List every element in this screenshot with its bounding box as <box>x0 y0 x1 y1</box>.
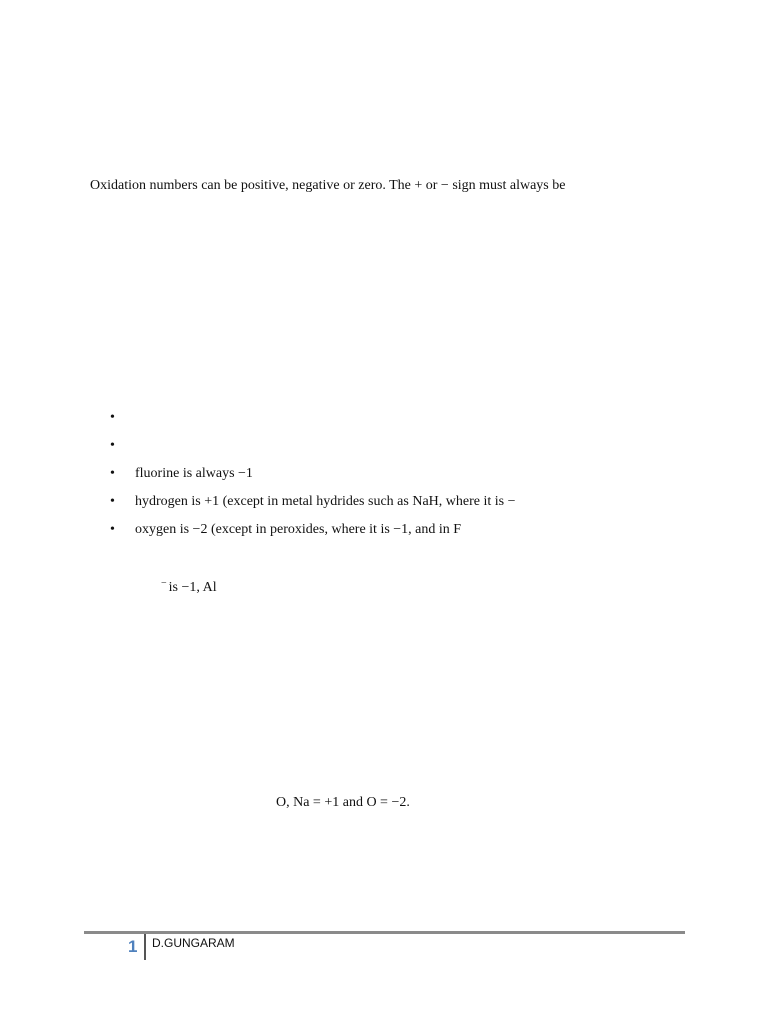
ion-fragment-line <box>161 575 217 597</box>
list-item-text: fluorine is always −1 <box>135 466 253 481</box>
sodium-oxide-fragment: O, Na = +1 and O = −2. <box>276 795 410 810</box>
footer-separator <box>144 934 146 960</box>
bullet-icon: • <box>110 494 115 509</box>
footer-page-number: 1 <box>128 937 138 956</box>
intro-paragraph: Oxidation numbers can be positive, negative or zero. The + or − sign must always be <box>90 178 566 193</box>
bullet-icon: • <box>110 438 115 453</box>
ion-fragment-text: is −1, Al <box>168 580 217 595</box>
footer-rule <box>84 931 685 934</box>
bullet-icon: • <box>110 466 115 481</box>
footer-author: D.GUNGARAM <box>152 936 235 950</box>
list-item-text: hydrogen is +1 (except in metal hydrides such as NaH, where it is − <box>135 494 516 509</box>
bullet-icon: • <box>110 522 115 537</box>
superscript-minus: − <box>161 578 167 589</box>
list-item-text: oxygen is −2 (except in peroxides, where it is −1, and in F <box>135 522 462 537</box>
bullet-icon: • <box>110 410 115 425</box>
